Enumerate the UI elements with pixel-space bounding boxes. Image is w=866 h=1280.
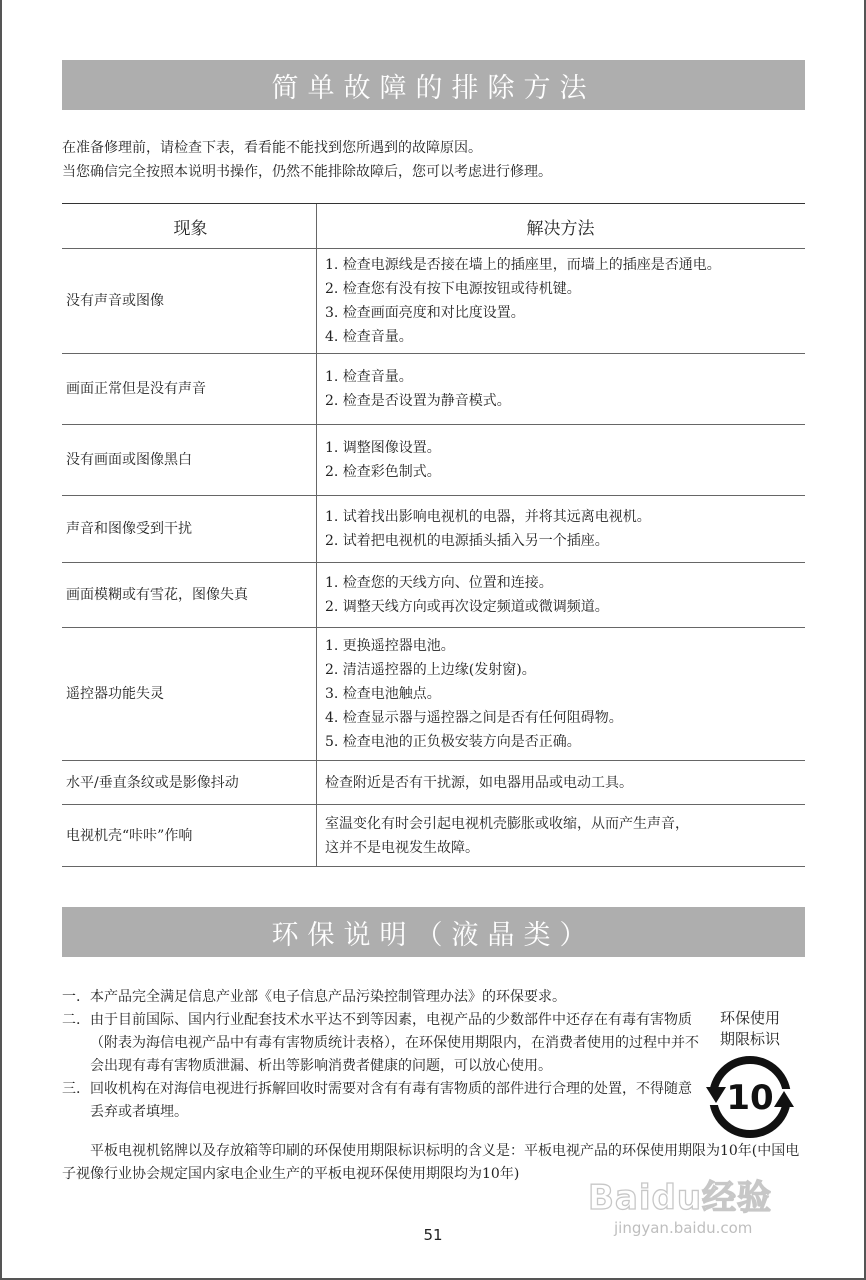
solution-step: 2. 调整天线方向或再次设定频道或微调频道。 (325, 599, 609, 615)
solution-cell (317, 354, 806, 425)
solution-step: 1. 更换遥控器电池。 (325, 638, 455, 654)
solution-cell (317, 496, 806, 563)
solution-cell (317, 249, 806, 354)
symptom-cell: 画面模糊或有雪花，图像失真 (62, 563, 317, 628)
solution-cell (317, 761, 806, 805)
page-number: 51 (423, 1226, 443, 1244)
solution-step: 1. 检查音量。 (325, 369, 413, 385)
solution-cell (317, 563, 806, 628)
table-row (62, 354, 805, 425)
section-title-troubleshooting: 简单故障的排除方法 (62, 60, 805, 110)
table-row (62, 563, 805, 628)
solution-step: 5. 检查电池的正负极安装方向是否正确。 (325, 734, 581, 750)
list-item-text: 由于目前国际、国内行业配套技术水平达不到等因素，电视产品的少数部件中还存在有毒有害物质（附表为海信电视产品中有毒有害物质统计表格），在环保使用期限内，在消费者使用的过程中并不会出现有毒有害物质泄漏、析出等影响消费者健康的问题，可以放心使用。 (90, 1012, 699, 1074)
solution-step: 3. 检查画面亮度和对比度设置。 (325, 305, 525, 321)
eco-icon-number: 10 (726, 1078, 774, 1118)
solution-step: 4. 检查显示器与遥控器之间是否有任何阻碍物。 (325, 710, 623, 726)
symptom-cell: 水平/垂直条纹或是影像抖动 (62, 761, 317, 805)
header-solution: 解决方法 (317, 204, 806, 249)
symptom-cell: 声音和图像受到干扰 (62, 496, 317, 563)
solution-step: 1. 试着找出影响电视机的电器，并将其远离电视机。 (325, 509, 651, 525)
symptom-cell: 没有声音或图像 (62, 249, 317, 354)
table-row (62, 496, 805, 563)
section-title-environment: 环保说明（液晶类） (62, 907, 805, 957)
list-item (62, 1009, 702, 1078)
solution-step: 2. 试着把电视机的电源插头插入另一个插座。 (325, 533, 609, 549)
troubleshooting-table (62, 203, 805, 867)
solution-step: 3. 检查电池触点。 (325, 686, 441, 702)
list-item-text: 回收机构在对海信电视进行拆解回收时需要对含有有毒有害物质的部件进行合理的处置，不得随意丢弃或者填埋。 (90, 1081, 692, 1120)
list-item-number: 二. (62, 1012, 81, 1028)
list-item-text: 本产品完全满足信息产业部《电子信息产品污染控制管理办法》的环保要求。 (90, 989, 566, 1005)
intro-line: 在准备修理前，请检查下表，看看能不能找到您所遇到的故障原因。 (62, 140, 482, 156)
solution-step: 2. 检查是否设置为静音模式。 (325, 393, 511, 409)
solution-step: 2. 检查您有没有按下电源按钮或待机键。 (325, 281, 581, 297)
environment-list (62, 986, 702, 1124)
list-item-number: 一. (62, 989, 81, 1005)
list-item (62, 986, 702, 1009)
watermark-logo-text: Baidu经验 (588, 1178, 773, 1218)
table-row (62, 425, 805, 496)
table-header-row (62, 204, 805, 249)
table-row (62, 249, 805, 354)
symptom-cell: 电视机壳“咔咔”作响 (62, 805, 317, 867)
list-item (62, 1078, 702, 1124)
list-item-number: 三. (62, 1081, 81, 1097)
table-row (62, 761, 805, 805)
table-row (62, 805, 805, 867)
symptom-cell: 遥控器功能失灵 (62, 628, 317, 761)
environment-paragraph: 平板电视机铭牌以及存放箱等印刷的环保使用期限标识标明的含义是：平板电视产品的环保使用期限为10年(中国电子视像行业协会规定国内家电企业生产的平板电视环保使用期限均为10年) (62, 1143, 800, 1182)
intro-line: 当您确信完全按照本说明书操作，仍然不能排除故障后，您可以考虑进行修理。 (62, 164, 552, 180)
watermark-url: jingyan.baidu.com (614, 1219, 753, 1237)
header-symptom: 现象 (62, 204, 317, 249)
intro-text (62, 136, 802, 184)
eco-period-label (700, 1008, 800, 1050)
solution-step: 1. 调整图像设置。 (325, 440, 441, 456)
solution-step: 室温变化有时会引起电视机壳膨胀或收缩，从而产生声音， (325, 815, 689, 832)
solution-step: 1. 检查电源线是否接在墙上的插座里，而墙上的插座是否通电。 (325, 257, 721, 273)
solution-step: 2. 清洁遥控器的上边缘(发射窗)。 (325, 662, 536, 678)
solution-step: 1. 检查您的天线方向、位置和连接。 (325, 575, 553, 591)
solution-step: 4. 检查音量。 (325, 329, 413, 345)
solution-step: 检查附近是否有干扰源，如电器用品或电动工具。 (325, 774, 633, 791)
eco-label-line: 期限标识 (719, 1030, 780, 1048)
solution-cell (317, 628, 806, 761)
symptom-cell: 画面正常但是没有声音 (62, 354, 317, 425)
solution-cell (317, 805, 806, 867)
symptom-cell: 没有画面或图像黑白 (62, 425, 317, 496)
solution-step: 2. 检查彩色制式。 (325, 464, 441, 480)
table-row (62, 628, 805, 761)
solution-cell (317, 425, 806, 496)
eco-label-line: 环保使用 (719, 1009, 780, 1027)
solution-step: 这并不是电视发生故障。 (325, 839, 479, 856)
page-border-left (0, 0, 2, 1280)
eco-10-year-icon (704, 1051, 796, 1143)
